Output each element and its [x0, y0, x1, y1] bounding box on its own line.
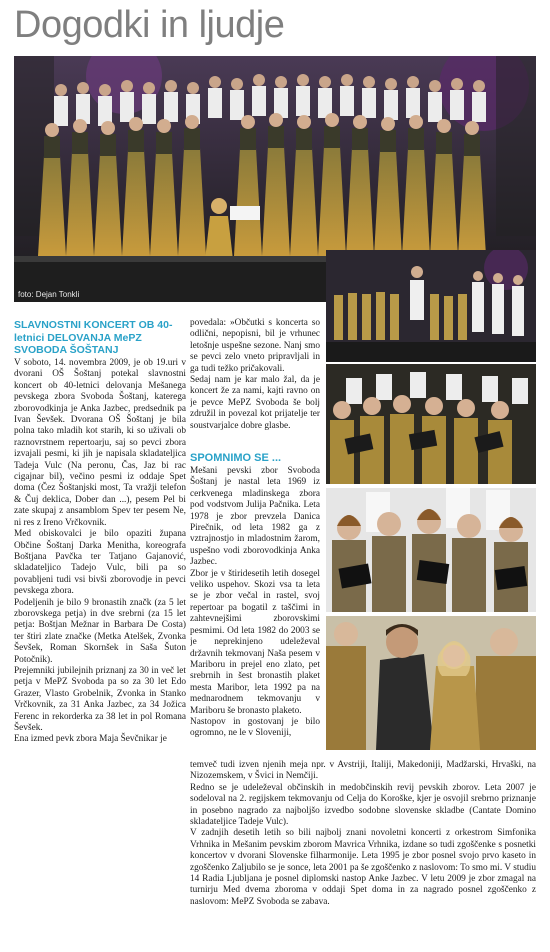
article-left-column — [14, 358, 186, 748]
paragraph: V soboto, 14. novembra 2009, je ob 19.uri v dvorani OŠ Šoštanj potekal slavnostni koncert ob 40-letnici delovanja Mešanega pevskega zbora Svoboda Šoštanj, katerega zborovodkinja je Anka Jazbec, predsednik pa Ivan Ševšek. Dvorana OŠ Šoštanj je bila polna tako mladih kot starih, ki so uživali ob raznovrstnem repertoarju, saj so pevci zbora izvajali pesmi, ki jih je napisala skladateljica Tadeja Vulc (Na peronu, Čas, Jaz bi rac cigajnar bil), večino pesmi iz oddaje Spet doma (Čez Šoštanjski most, Ta vražji telefon & Čuj deklica, Dober dan ...), pesem Pel bi zate skupaj z ansamblom Spev ter pesem Ne, ni res z Ireno Vrčkovnik. — [14, 358, 186, 528]
page-title: Dogodki in ljudje — [14, 4, 285, 46]
concert-photo-2 — [326, 250, 536, 362]
paragraph: Med obiskovalci je bilo opaziti župana Občine Šoštanj Darka Menitha, koreografa Boštjana Pavčka ter Tatjano Gajanović, skladateljico Tadejo Vulc, bili pa so povabljeni tudi vsi bivši zborovodje in pevci pevskega zbora. — [14, 529, 186, 597]
article-mid-column-bottom — [190, 466, 320, 752]
paragraph: Mešani pevski zbor Svoboda Šoštanj je nastal leta 1969 iz cerkvenega mladinskega zbora pod vodstvom Julija Pačnika. Leta 1978 je zbor prevzela Danica Pirečnik, od leta 1982 ga z vztrajnostjo in mladostnim žarom, uspešno vodi zborovodkinja Anka Jazbec. — [190, 466, 320, 568]
paragraph: Redno se je udeleževal občinskih in medobčinskih revij pevskih zborov. Leta 2007 je sodeloval na 2. regijskem tekmovanju od Celja do Koroške, kjer je osvojil srebrno priznanje in posebno nagrado za najboljšo izvedbo sodobne slovenske skladbe (Cantate Domino skladateljice Tadeje Vulc). — [190, 782, 536, 828]
concert-photo-5 — [326, 616, 536, 750]
subheading-spomnimo: SPOMNIMO SE ... — [190, 452, 282, 464]
photo-credit: foto: Dejan Tonkli — [18, 290, 80, 299]
paragraph: Zbor je v štiridesetih letih dosegel veliko uspehov. Skozi vsa ta leta se je zbor večal in rastel, svoj repertoar pa bogatil z taščimi in zahtevnejšimi zborovskimi pesmimi. Od leta 1982 do 2003 se je neprekinjeno udeleževal državnih tekmovanj Naša pesem v Mariboru in prejel eno zlato, pet srebrnih in šest bronastih plaket mesta Maribor, leta 1992 pa na mednarodnem tekmovanju v Mariboru še bronasto plaketo. — [190, 568, 320, 716]
paragraph: Podeljenih je bilo 9 bronastih značk (za 5 let zborovskega petja) in dve srebrni (za 15 let petja: Boštjan Mežnar in Barbara De Costa) ter štiri zlate značke (Metka Atelšek, Zvonka Ševšek, Roman Skornšek in Saša Šuton Potočnik). — [14, 597, 186, 665]
paragraph: V zadnjih desetih letih so bili najbolj znani novoletni koncerti z orkestrom Simfonika Vrhnika in Mešanim pevskim zborom Mavrica Vrhnika, izdane so tudi zgoščenke s posnetki koncertov v dvorani Slovenske filharmonije. Leta 1995 je zbor posnel svojo prvo kaseto in zgoščenko Zaljubilo se je sonce, leta 2001 pa še zgoščenko z naslovom: To smo mi. V studiu 14 Radia Ljubljana je posnel diplomski nastop Anke Jazbec. V letu 2009 je zbor zmagal na turnirju Med dvema zboroma v oddaji Spet doma in za nagrado posnel zgoščenko z naslovom: MePZ Svoboda se zabava. — [190, 828, 536, 907]
paragraph: temveč tudi izven njenih meja npr. v Avstriji, Italiji, Makedoniji, Madžarski, Hrvaški, na Nizozemskem, v Švici in Nemčiji. — [190, 760, 536, 782]
paragraph: Ena izmed pevk zbora Maja Ševčnikar je — [14, 734, 167, 745]
concert-photo-4 — [326, 488, 536, 612]
paragraph: Sedaj nam je kar malo žal, da je koncert že za nami, kajti ravno on je pevce MePZ Svoboda še bolj združil in povezal kot prijatelje ter soustvarjalce dobre glasbe. — [190, 375, 320, 431]
paragraph: Nastopov in gostovanj je bilo ogromno, ne le v Sloveniji, — [190, 716, 320, 739]
concert-photo-3 — [326, 364, 536, 484]
article-bottom-column — [190, 760, 536, 948]
article-mid-column-top — [190, 318, 320, 442]
paragraph: povedala: »Občutki s koncerta so odlični, nepopisni, bil je vrhunec letošnje uspešne sezone. Nanj smo se pevci zelo vneto pripravljali in ga tudi težko pričakovali. — [190, 318, 320, 374]
paragraph: Prejemniki jubilejnih priznanj za 30 in več let petja v MePZ Svoboda pa so za 30 let Edo Grazer, Vlasto Grobelnik, Zvonka in Stanko Vrčkovnik, za 31 Anka Jazbec, za 34 Jožica Ferenc in rekorderka za 38 let in pol Romana Ševšek. — [14, 665, 186, 733]
article-headline: SLAVNOSTNI KONCERT OB 40-letnici DELOVANJA MePZ SVOBODA ŠOŠTANJ — [14, 319, 173, 356]
